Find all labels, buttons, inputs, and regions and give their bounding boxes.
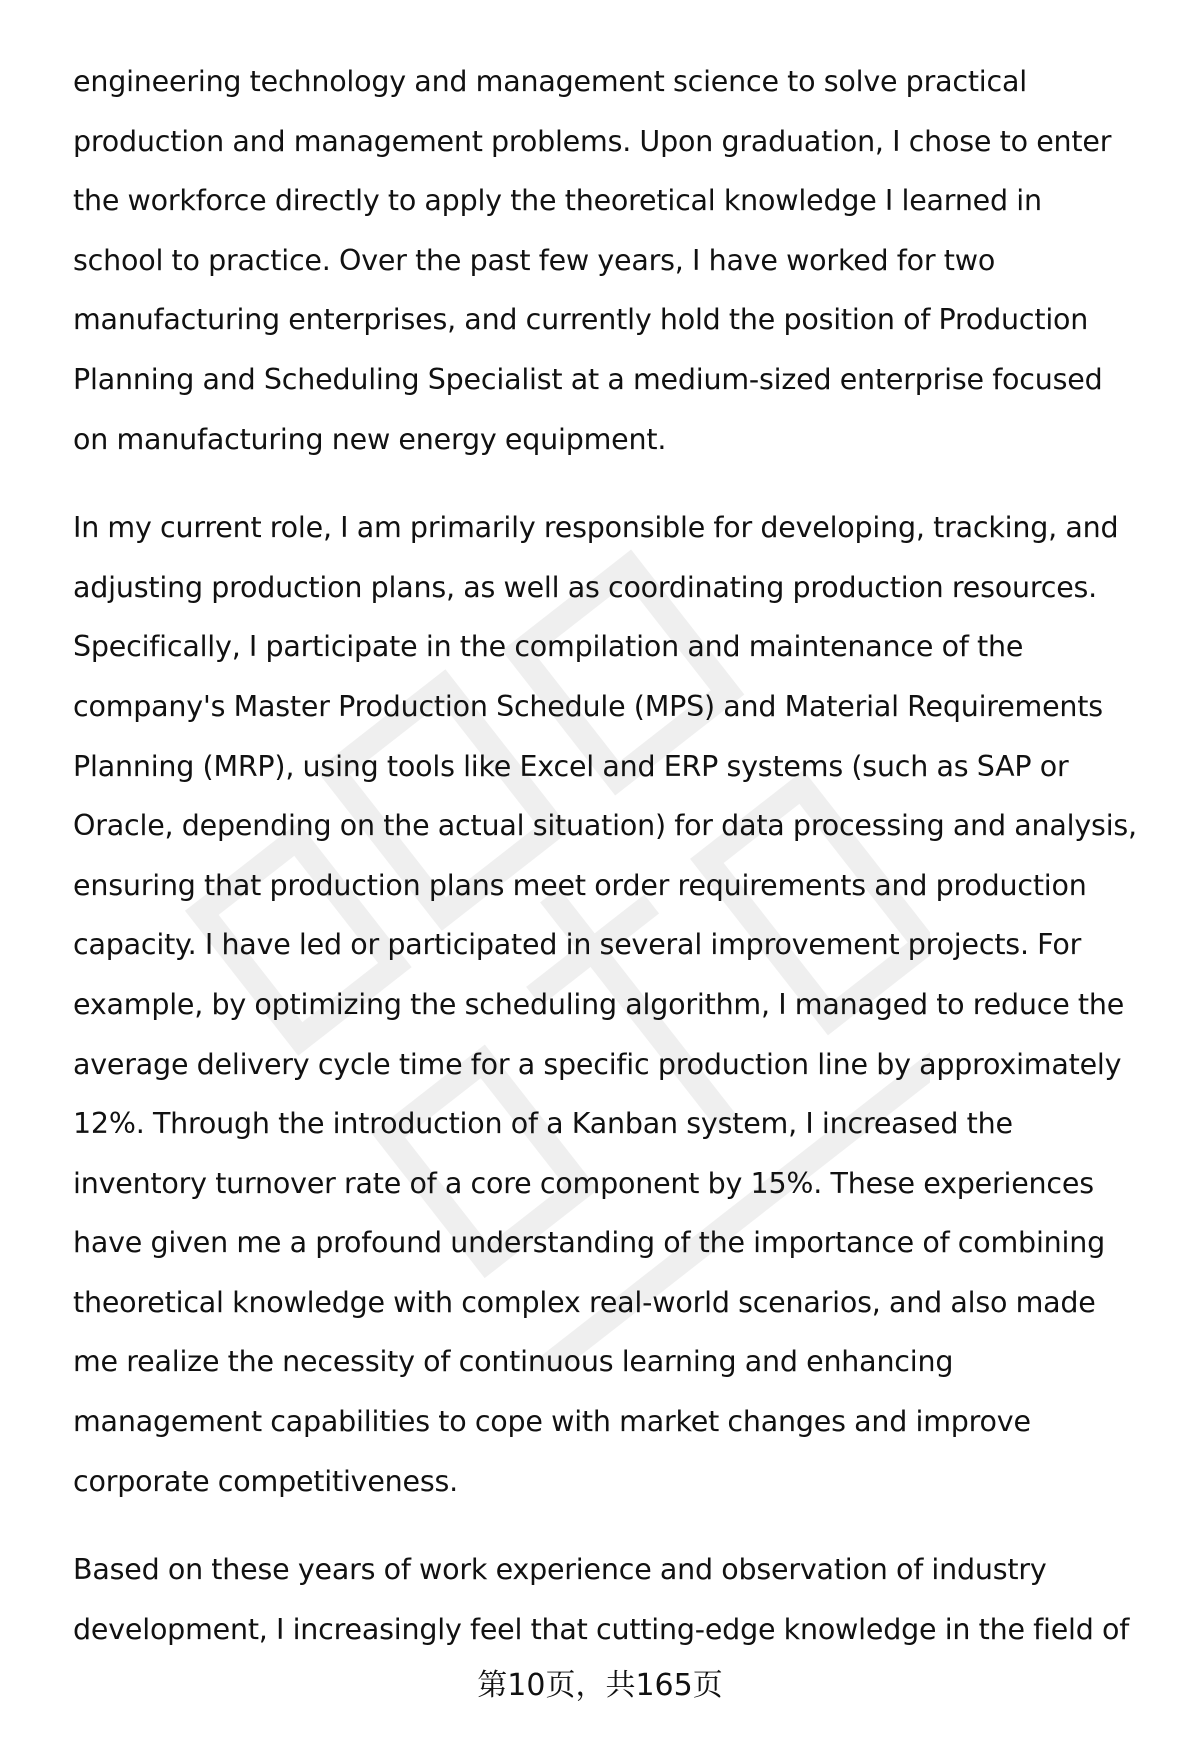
paragraph-line: on manufacturing new energy equipment. [73, 422, 667, 456]
paragraph-line: school to practice. Over the past few years, I have worked for two [73, 243, 996, 277]
paragraph-line: Specifically, I participate in the compilation and maintenance of the [73, 630, 1024, 664]
paragraph-line: inventory turnover rate of a core component by 15%. These experiences [73, 1166, 1094, 1200]
paragraph-line: Oracle, depending on the actual situation) for data processing and analysis, [73, 809, 1137, 843]
paragraph-line: average delivery cycle time for a specific production line by approximately [73, 1047, 1122, 1081]
paragraph-line: Planning and Scheduling Specialist at a medium-sized enterprise focused [73, 362, 1103, 396]
paragraph-line: production and management problems. Upon graduation, I chose to enter [73, 124, 1112, 158]
paragraph-line: Planning (MRP), using tools like Excel and ERP systems (such as SAP or [73, 749, 1069, 783]
paragraph-current-role [73, 498, 1153, 1511]
paragraph-line: engineering technology and management science to solve practical [73, 65, 1027, 98]
paragraph-line: development, I increasingly feel that cutting-edge knowledge in the field of [73, 1612, 1130, 1646]
paragraph-line: manufacturing enterprises, and currently hold the position of Production [73, 303, 1089, 337]
paragraph-line: company's Master Production Schedule (MPS) and Material Requirements [73, 689, 1103, 723]
paragraph-line: In my current role, I am primarily responsible for developing, tracking, and [73, 511, 1119, 545]
paragraph-line: Based on these years of work experience and observation of industry [73, 1553, 1047, 1587]
paragraph-line: ensuring that production plans meet order requirements and production [73, 868, 1087, 902]
paragraph-background [73, 52, 1153, 469]
paragraph-line: theoretical knowledge with complex real-world scenarios, and also made [73, 1285, 1096, 1319]
paragraph-line: have given me a profound understanding of the importance of combining [73, 1226, 1105, 1260]
paragraph-line: adjusting production plans, as well as coordinating production resources. [73, 570, 1098, 604]
paragraph-line: management capabilities to cope with market changes and improve [73, 1405, 1031, 1439]
paragraph-line: corporate competitiveness. [73, 1464, 459, 1498]
page-number-footer: 第10页，共165页 [477, 1668, 723, 1703]
paragraph-line: 12%. Through the introduction of a Kanban system, I increased the [73, 1107, 1013, 1141]
paragraph-industry-development [73, 1540, 1153, 1659]
paragraph-line: example, by optimizing the scheduling algorithm, I managed to reduce the [73, 987, 1125, 1021]
document-body [73, 52, 1153, 1659]
paragraph-line: capacity. I have led or participated in several improvement projects. For [73, 928, 1082, 962]
paragraph-line: me realize the necessity of continuous learning and enhancing [73, 1345, 954, 1379]
paragraph-line: the workforce directly to apply the theoretical knowledge I learned in [73, 184, 1042, 218]
